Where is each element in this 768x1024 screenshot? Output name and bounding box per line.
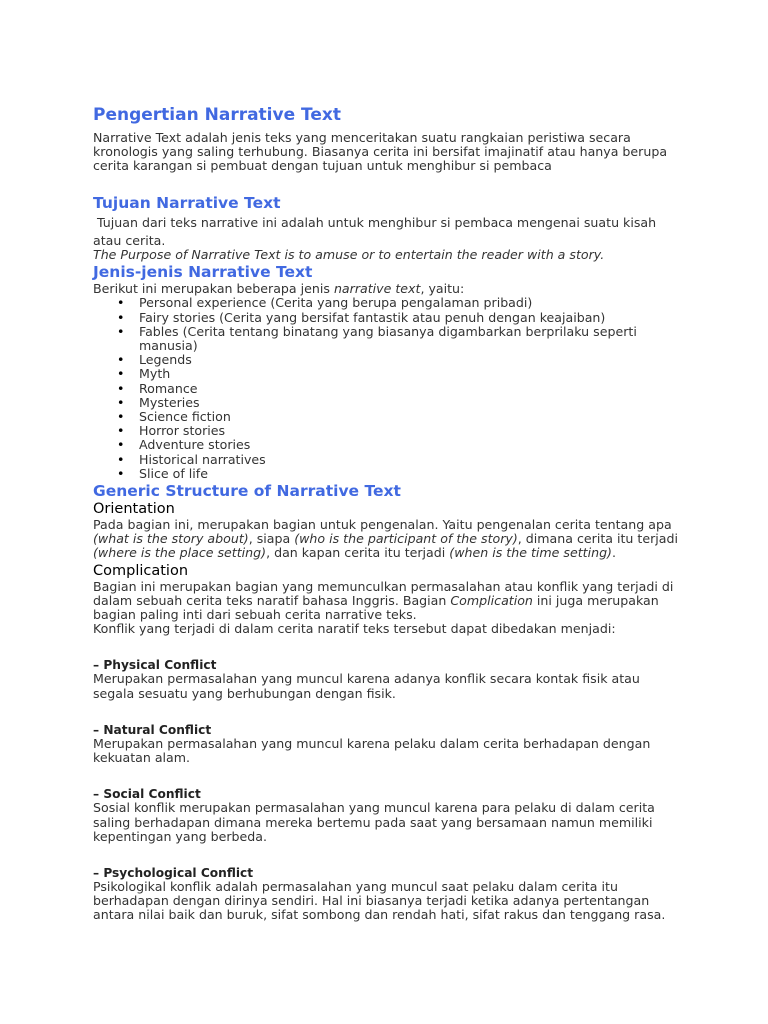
- bullet-icon: •: [117, 451, 125, 467]
- list-item: [117, 409, 683, 425]
- bullet-icon: •: [117, 409, 125, 425]
- orientation-em: (where is the place setting): [93, 545, 267, 561]
- list-item-text: Personal experience (Cerita yang berupa pengalaman pribadi): [139, 295, 533, 311]
- orientation-em: (what is the story about): [93, 531, 249, 547]
- bullet-icon: •: [117, 394, 125, 410]
- intro-text-b: , yaitu:: [420, 281, 465, 297]
- orientation-body: [93, 518, 683, 561]
- list-item-text: Romance: [139, 380, 198, 396]
- list-item: [117, 366, 683, 382]
- bullet-icon: •: [117, 380, 125, 396]
- list-item-text: Fairy stories (Cerita yang bersifat fantastik atau penuh dengan keajaiban): [139, 309, 606, 325]
- list-item-text: Mysteries: [139, 394, 200, 410]
- list-item: [117, 352, 683, 368]
- orientation-text: , dan kapan cerita itu terjadi: [266, 545, 450, 561]
- conflict-block: [93, 866, 683, 923]
- document-page: [93, 104, 683, 923]
- list-item: [117, 451, 683, 467]
- section-body-pengertian: Narrative Text adalah jenis teks yang menceritakan suatu rangkaian peristiwa secara kronologis yang saling terhubung. Biasanya cerita ini bersifat imajinatif atau hanya berupa cerita karangan si pembuat dengan tujuan untuk menghibur si pembaca: [93, 130, 668, 174]
- section-body-tujuan-line2: atau cerita.: [93, 232, 166, 248]
- list-item-text: Horror stories: [139, 423, 226, 439]
- orientation-text: Pada bagian ini, merupakan bagian untuk pengenalan. Yaitu pengenalan cerita tentang apa: [93, 517, 672, 533]
- bullet-icon: •: [117, 366, 125, 382]
- complication-text: Bagian ini merupakan bagian yang memunculkan permasalahan atau konflik yang terjadi di dalam sebuah cerita teks naratif bahasa Inggris. Bagian: [93, 578, 674, 608]
- bullet-icon: •: [117, 423, 125, 439]
- list-item: [117, 380, 683, 396]
- complication-body-line2: Konflik yang terjadi di dalam cerita naratif teks tersebut dapat dibedakan menjadi:: [93, 621, 616, 637]
- intro-text-a: Berikut ini merupakan beberapa jenis: [93, 281, 334, 297]
- conflict-body: Psikologikal konflik adalah permasalahan yang muncul saat pelaku dalam cerita itu berhadapan dengan dirinya sendiri. Hal ini biasanya terjadi ketika adanya pertentangan antara nilai baik dan buruk, sifat sombong dan rendah hati, sifat rakus dan tenggang rasa.: [93, 878, 666, 923]
- orientation-text: .: [611, 545, 616, 561]
- list-item: [117, 323, 683, 354]
- bullet-icon: •: [117, 323, 125, 339]
- section-body-tujuan-italic: [93, 248, 683, 262]
- subheading-complication: Complication: [93, 562, 189, 579]
- conflict-title: – Physical Conflict: [93, 658, 217, 673]
- list-item-text: Science fiction: [139, 409, 231, 425]
- bullet-icon: •: [117, 437, 125, 453]
- conflict-body: Merupakan permasalahan yang muncul karena adanya konflik secara kontak fisik atau segala sesuatu yang berhubungan dengan fisik.: [93, 671, 640, 701]
- narrative-types-list: [93, 296, 683, 481]
- conflict-block: [93, 723, 683, 765]
- section-title-jenis: Jenis-jenis Narrative Text: [93, 263, 313, 282]
- subheading-orientation: Orientation: [93, 501, 175, 518]
- orientation-text: , dimana cerita itu terjadi: [517, 531, 678, 547]
- list-item: [117, 437, 683, 453]
- section-title-generic-structure: Generic Structure of Narrative Text: [93, 482, 401, 501]
- bullet-icon: •: [117, 295, 125, 311]
- list-item: [117, 465, 683, 481]
- purpose-italic-text: The Purpose of Narrative Text is to amuse or to entertain the reader with a story.: [93, 247, 605, 263]
- section-title-tujuan: Tujuan Narrative Text: [93, 193, 281, 212]
- conflict-title: – Natural Conflict: [93, 722, 212, 737]
- conflict-title: – Psychological Conflict: [93, 865, 254, 880]
- orientation-em: (when is the time setting): [449, 545, 612, 561]
- complication-body: [93, 580, 683, 623]
- section-body-tujuan-line1: Tujuan dari teks narrative ini adalah untuk menghibur si pembaca mengenai suatu kisah: [93, 214, 657, 230]
- list-item-text: Fables (Cerita tentang binatang yang biasanya digambarkan berprilaku seperti manusia): [139, 323, 637, 354]
- section-intro-jenis: [93, 282, 683, 296]
- bullet-icon: •: [117, 352, 125, 368]
- list-item-text: Slice of life: [139, 465, 208, 481]
- conflict-block: [93, 787, 683, 844]
- conflict-body: Merupakan permasalahan yang muncul karena pelaku dalam cerita berhadapan dengan kekuatan alam.: [93, 735, 651, 766]
- conflict-body: Sosial konflik merupakan permasalahan yang muncul karena para pelaku di dalam cerita saling berhadapan dimana mereka bertemu pada saat yang bersamaan namun memiliki kepentingan yang berbeda.: [93, 800, 655, 844]
- section-title-pengertian: Pengertian Narrative Text: [93, 105, 342, 125]
- conflict-title: – Social Conflict: [93, 787, 201, 802]
- intro-text-em: narrative text: [333, 281, 421, 297]
- list-item-text: Myth: [139, 366, 171, 382]
- list-item-text: Adventure stories: [139, 437, 251, 453]
- list-item: [117, 309, 683, 325]
- bullet-icon: •: [117, 309, 125, 325]
- complication-text: ini juga merupakan bagian paling inti dari sebuah cerita narrative teks.: [93, 592, 659, 623]
- list-item: [117, 423, 683, 439]
- bullet-icon: •: [117, 465, 125, 481]
- orientation-text: , siapa: [248, 531, 295, 547]
- list-item: [117, 295, 683, 311]
- list-item: [117, 394, 683, 410]
- orientation-em: (who is the participant of the story): [294, 531, 518, 547]
- complication-em: Complication: [450, 592, 533, 608]
- list-item-text: Legends: [139, 352, 192, 368]
- list-item-text: Historical narratives: [139, 451, 266, 467]
- conflict-block: [93, 658, 683, 700]
